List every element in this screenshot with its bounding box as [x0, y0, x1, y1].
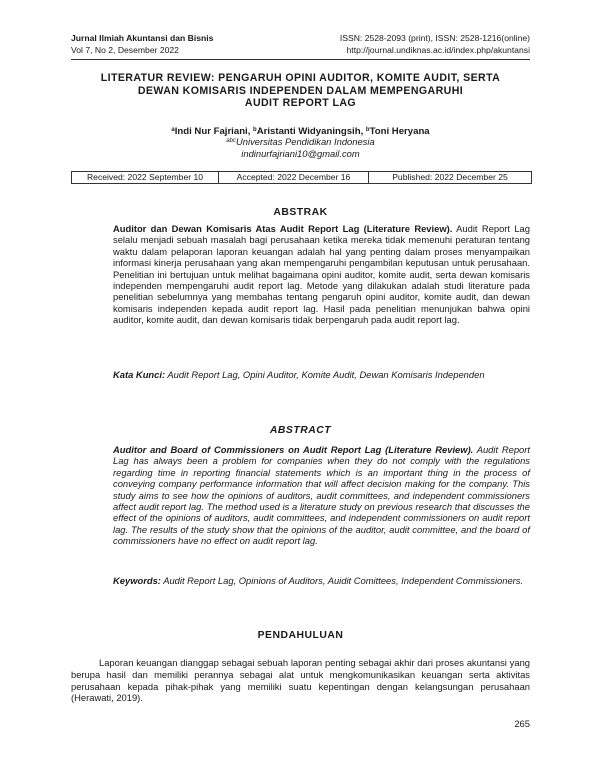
- keywords-text: Audit Report Lag, Opinions of Auditors, Auidit Comittees, Independent Commissioners.: [160, 575, 524, 586]
- page-number: 265: [514, 718, 530, 729]
- author-name: Aristanti Widyaningsih,: [256, 126, 366, 137]
- author-sup: b: [365, 127, 370, 133]
- pendahuluan-heading: PENDAHULUAN: [257, 630, 344, 641]
- pendahuluan-text: Laporan keuangan dianggap sebagai sebuah laporan penting sebagai akhir dari proses akuntansi yang berupa hasil dan memiliki perannya sebagai alat untuk mengkomunikasikan keuangan serta aktivitas perusahaan kepada pihak-pihak yang memiliki suatu kepentingan dengan kelangsungan perusahaan (Herawati, 2019).: [71, 657, 530, 704]
- abstrak-heading: ABSTRAK: [273, 207, 328, 218]
- kata-kunci-text: Audit Report Lag, Opini Auditor, Komite Audit, Dewan Komisaris Independen: [165, 369, 485, 380]
- author-name: Indi Nur Fajriani,: [174, 126, 254, 137]
- keywords-label: Keywords:: [113, 575, 161, 586]
- date-published: Published: 2022 December 25: [392, 172, 508, 182]
- date-received: Received: 2022 September 10: [72, 172, 219, 183]
- author-name: Toni Heryana: [369, 126, 430, 137]
- abstract-heading: ABSTRACT: [269, 425, 332, 436]
- journal-name: Jurnal Ilmiah Akuntansi dan Bisnis: [71, 33, 214, 43]
- header-row-2: [71, 45, 530, 56]
- title-line: DEWAN KOMISARIS INDEPENDEN DALAM MEMPENGARUHI: [137, 84, 464, 97]
- kata-kunci: [113, 369, 530, 380]
- keywords: [113, 575, 530, 586]
- abstrak-body: [113, 223, 530, 326]
- affiliation-sup: abc: [226, 138, 237, 144]
- abstrak-text: Audit Report Lag selalu menjadi sebuah masalah bagi perusahaan ketika mereka tidak memenuhi peraturan tentang waktu dalam pelaporan laporan keuangan adalah hal yang penting dalam proses menyampaikan informasi kinerja perusahaan yang akan mempengaruhi pengambilan keputusan untuk perusahaan. Penelitian ini bertujuan untuk melihat bagaimana opini auditor, komite audit, serta dewan komisaris independen mempengaruhi audit report lag. Metode yang dilakukan adalah studi literature pada penelitian sebelumnya yang membahas tentang pengaruh opini auditor, komite audit, dan dewan komisaris independen kepada audit report lag. Hasil pada penelitian menunjukan bahwa opini auditor, komite audit, dan dewan komisaris tidak berpengaruh pada audit report lag.: [113, 223, 530, 326]
- author-sup: b: [253, 127, 257, 133]
- header-row-1: [71, 33, 530, 44]
- title-line: LITERATUR REVIEW: PENGARUH OPINI AUDITOR, KOMITE AUDIT, SERTA: [100, 72, 501, 84]
- volume-info: Vol 7, No 2, Desember 2022: [71, 45, 179, 55]
- abstract-text: Audit Report Lag has always been a problem for companies when they do not comply with the regulations regarding time in reporting financial statements which is an important thing in the process of conveying company performance information that will affect decision making for the company. This study aims to see how the opinions of auditors, audit committees, and independent commissioners affect audit report lag. The method used is a literature study on previous research that discusses the effect of the opinions of auditors, audit committees, and independent commissioners on audit report lag. The results of the study show that the opinions of the auditor, audit committee, and the board of commissioners have no effect on audit report lag.: [113, 444, 530, 547]
- affiliation: Universitas Pendidikan Indonesia: [236, 136, 375, 147]
- journal-url: http://journal.undiknas.ac.id/index.php/akuntansi: [346, 45, 530, 55]
- author-sup: a: [171, 127, 175, 133]
- kata-kunci-label: Kata Kunci:: [113, 369, 166, 380]
- author-email: indinurfajriani10@gmail.com: [241, 147, 360, 159]
- affiliation-block: [71, 136, 530, 159]
- header-divider: [71, 59, 530, 60]
- abstract-lead: Auditor and Board of Commissioners on Audit Report Lag (Literature Review).: [113, 444, 474, 455]
- abstract-body: [113, 444, 530, 547]
- date-accepted: Accepted: 2022 December 16: [219, 172, 369, 183]
- abstrak-lead: Auditor dan Dewan Komisaris Atas Audit Report Lag (Literature Review).: [113, 223, 453, 234]
- article-title: [71, 72, 530, 110]
- dates-box: [71, 171, 532, 184]
- issn: ISSN: 2528-2093 (print), ISSN: 2528-1216(online): [339, 33, 530, 43]
- title-line: AUDIT REPORT LAG: [244, 97, 357, 110]
